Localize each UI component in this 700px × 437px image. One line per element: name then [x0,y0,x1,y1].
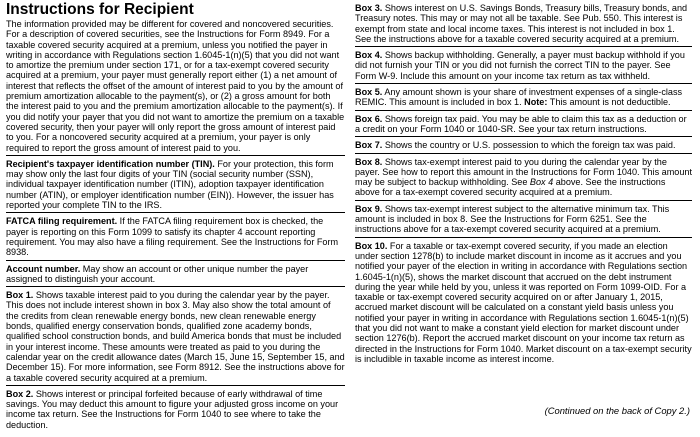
box2-text: Shows interest or principal forfeited because of early withdrawal of time savings. You may deduct this amount to figure your adjusted gross income on your income tax return. See the Instructions for Form 1040 to see where to take the deduction. [6,388,339,430]
box8-text-b: above. See the instructions above for a tax-exempt covered security acquired at a premium. [355,177,666,198]
box3-paragraph [355,3,692,47]
box4-text: Shows backup withholding. Generally, a payer must backup withhold if you did not furnish your TIN or you did not furnish the correct TIN to the payer. See Form W-9. Include this amount on your income tax return as tax withheld. [355,50,685,81]
box2-heading: Box 2. [6,388,34,399]
box5-paragraph [355,87,692,111]
box5-heading: Box 5. [355,87,383,98]
box8-paragraph [355,157,692,201]
box5-note-heading: Note: [524,97,548,108]
fatca-paragraph [6,216,345,260]
box9-heading: Box 9. [355,203,383,214]
tin-paragraph [6,159,345,213]
box8-heading: Box 8. [355,156,383,167]
account-number-text: May show an account or other unique number the payer assigned to distinguish your account. [6,263,309,284]
tin-text: For your protection, this form may show only the last four digits of your TIN (social security number (SSN), individual taxpayer identification number (ITIN), adoption taxpayer identification number (ATIN), or employer identification number (EIN)). However, the issuer has reported your complete TIN to the IRS. [6,158,334,211]
intro-paragraph: The information provided may be different for covered and noncovered securities. For a description of covered securities, see the Instructions for Form 8949. For a taxable covered security acquired at a premium, unless you notified the payer in writing in accordance with Regulations section 1.6045-1(n)(5) that you did not want to amortize the premium under section 171, or for a tax-exempt covered security acquired at a premium, your payer must generally report either (1) a net amount of interest that reflects the offset of the amount of interest paid to you by the amount of premium amortization allocable to the payment(s), or (2) a gross amount for both the interest paid to you and the premium amortization allocable to the payment(s). If you did notify your payer that you did not want to amortize the premium on a taxable covered security, then your payer will only report the gross amount of interest paid to you. For a noncovered security acquired at a premium, your payer is only required to report the gross amount of interest paid to you. [6,19,345,156]
box2-paragraph [6,389,345,430]
box5-note-text: This amount is not deductible. [547,97,671,108]
box10-text: For a taxable or tax-exempt covered security, if you made an election under section 1278(b) to include market discount in income as it accrues and you notified your payer of the election in writing in accordance with Regulations section 1.6045-1(n)(5), shows the market discount that accrued on the debt instrument during the year while held by you, unless it was reported on Form 1099-OID. For a taxable or tax-exempt covered security acquired on or after January 1, 2015, accrued market discount will be calculated on a constant yield basis unless you notified your payer in writing in accordance with Regulations section 1.6045-1(n)(5) that you did not want to make a constant yield election for market discount under section 1276(b). Report the accrued market discount on your income tax return as directed in the Instructions for Form 1040. Market discount on a tax-exempt security is includible in taxable income as interest income. [355,240,692,364]
fatca-heading: FATCA filing requirement. [6,216,118,227]
account-number-heading: Account number. [6,263,81,274]
box3-text: Shows interest on U.S. Savings Bonds, Treasury bills, Treasury bonds, and Treasury notes. This may or may not all be taxable. See Pub. 550. This interest is exempt from state and local income taxes. This interest is not included in box 1. See the instructions above for a taxable covered security acquired at a premium. [355,3,688,44]
box7-heading: Box 7. [355,140,383,151]
box9-paragraph [355,204,692,238]
box9-text: Shows tax-exempt interest subject to the alternative minimum tax. This amount is included in box 8. See the Instructions for Form 6251. See the instructions above for a tax-exempt covered security acquired at a premium. [355,203,670,235]
box6-text: Shows foreign tax paid. You may be able to claim this tax as a deduction or a credit on your Form 1040 or 1040-SR. See your tax return instructions. [355,113,687,134]
box1-text: Shows taxable interest paid to you during the calendar year by the payer. This does not include interest shown in box 3. May also show the total amount of the credits from clean renewable energy bonds, new clean renewable energy bonds, qualified energy conservation bonds, qualified zone academy bonds, qualified school construction bonds, and build America bonds that must be included in your interest income. These amounts were treated as paid to you during the calendar year on the credit allowance dates (March 15, June 15, September 15, and December 15). For more information, see Form 8912. See the instructions above for a taxable covered security acquired at a premium. [6,290,345,383]
box10-paragraph [355,241,692,365]
box5-text: Any amount shown is your share of investment expenses of a single-class REMIC. This amount is included in box 1. [355,87,683,108]
box1-paragraph [6,290,345,386]
box4-heading: Box 4. [355,50,383,61]
left-column [6,19,345,430]
box10-heading: Box 10. [355,240,388,251]
box8-text-a: Shows tax-exempt interest paid to you during the calendar year by the payer. See how to report this amount in the Instructions for Form 1040. This amount may be subject to backup withholding. See [355,156,692,188]
box7-text: Shows the country or U.S. possession to which the foreign tax was paid. [382,140,676,151]
box1-heading: Box 1. [6,290,34,301]
account-number-paragraph [6,264,345,288]
tin-heading: Recipient's taxpayer identification number (TIN). [6,158,215,169]
box3-heading: Box 3. [355,3,383,13]
box8-italic-ref: Box 4 [529,177,554,188]
box6-heading: Box 6. [355,113,383,124]
box7-paragraph [355,140,692,153]
right-column [355,3,692,364]
box6-paragraph [355,114,692,138]
continued-note: (Continued on the back of Copy 2.) [544,405,690,416]
fatca-text: If the FATCA filing requirement box is checked, the payer is reporting on this Form 1099 to satisfy its chapter 4 account reporting requirement. You may also have a filing requirement. See the Instructions for Form 8938. [6,216,339,258]
box4-paragraph [355,50,692,84]
page-title: Instructions for Recipient [6,1,194,18]
